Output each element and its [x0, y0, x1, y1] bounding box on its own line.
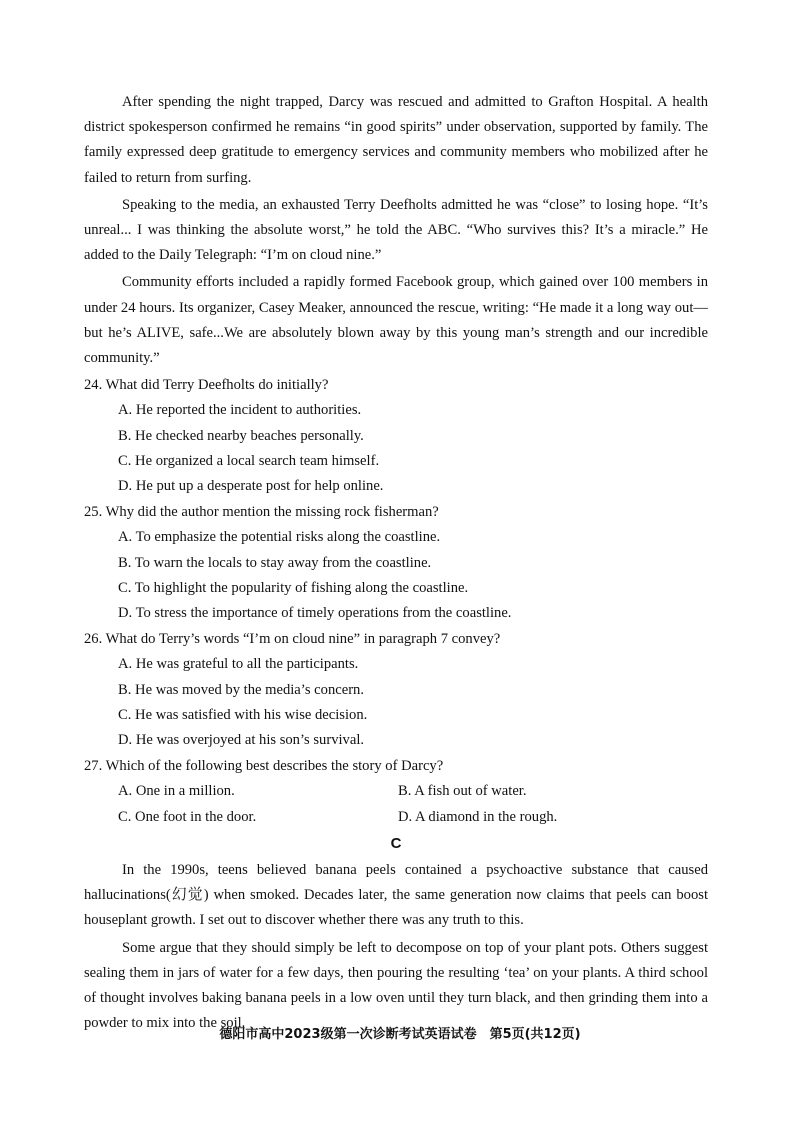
- option-c: C. He organized a local search team himself.: [118, 452, 380, 469]
- option-c: C. One foot in the door.: [118, 808, 257, 825]
- passage-paragraph: After spending the night trapped, Darcy was rescued and admitted to Grafton Hospital. A health district spokesperson confirmed he remains “in good spirits” under observation, supported by family. The family expressed deep gratitude to emergency services and community members who mobilized after he failed to return from surfing.: [84, 94, 708, 186]
- question-stem: 25. Why did the author mention the missing rock fisherman?: [84, 504, 439, 521]
- question-stem: 24. What did Terry Deefholts do initially?: [84, 377, 329, 394]
- page-content: [84, 90, 708, 1038]
- question-stem: 27. Which of the following best describes the story of Darcy?: [84, 758, 444, 775]
- option-a: A. To emphasize the potential risks along the coastline.: [118, 529, 441, 546]
- option-d: D. A diamond in the rough.: [398, 808, 558, 825]
- passage-paragraph: Speaking to the media, an exhausted Terry Deefholts admitted he was “close” to losing hope. “It’s unreal... I was thinking the absolute worst,” he told the ABC. “Who survives this? It’s a miracle.” He added to the Daily Telegraph: “I’m on cloud nine.”: [84, 196, 708, 264]
- option-a: A. He was grateful to all the participants.: [118, 656, 359, 673]
- option-c: C. He was satisfied with his wise decision.: [118, 706, 368, 723]
- option-d: D. He put up a desperate post for help online.: [118, 478, 384, 495]
- option-row: [84, 779, 708, 804]
- option-b: B. A fish out of water.: [398, 783, 527, 800]
- question-24: [84, 373, 708, 499]
- option-a: A. He reported the incident to authorities.: [118, 402, 362, 419]
- option-b: B. He was moved by the media’s concern.: [118, 681, 364, 698]
- option-b: B. He checked nearby beaches personally.: [118, 427, 364, 444]
- option-b: B. To warn the locals to stay away from the coastline.: [118, 554, 432, 571]
- question-stem: 26. What do Terry’s words “I’m on cloud nine” in paragraph 7 convey?: [84, 631, 501, 648]
- option-a: A. One in a million.: [118, 783, 235, 800]
- passage-paragraph: In the 1990s, teens believed banana peels contained a psychoactive substance that caused hallucinations(幻觉) when smoked. Decades later, the same generation now claims that peels can boost houseplant growth. I set out to discover whether there was any truth to this.: [84, 861, 708, 929]
- section-heading: C: [390, 834, 402, 852]
- passage-paragraph: Some argue that they should simply be left to decompose on top of your plant pots. Others suggest sealing them in jars of water for a few days, then pouring the resulting ‘tea’ on your plants. A third school of thought involves baking banana peels in a low oven until they turn black, and then grinding them into a powder to mix into the soil.: [84, 939, 708, 1032]
- page-footer: 德阳市高中2023级第一次诊断考试英语试卷 第5页(共12页): [219, 1027, 581, 1042]
- question-27: [84, 754, 708, 830]
- option-row: [84, 805, 708, 830]
- option-d: D. He was overjoyed at his son’s survival.: [118, 732, 365, 749]
- question-26: [84, 627, 708, 753]
- question-25: [84, 500, 708, 626]
- passage-paragraph: Community efforts included a rapidly formed Facebook group, which gained over 100 members in under 24 hours. Its organizer, Casey Meaker, announced the rescue, writing: “He made it a long way out—but he’s ALIVE, safe...We are absolutely blown away by this young man’s strength and our incredible community.”: [84, 274, 708, 367]
- option-d: D. To stress the importance of timely operations from the coastline.: [118, 605, 512, 622]
- option-c: C. To highlight the popularity of fishing along the coastline.: [118, 579, 469, 596]
